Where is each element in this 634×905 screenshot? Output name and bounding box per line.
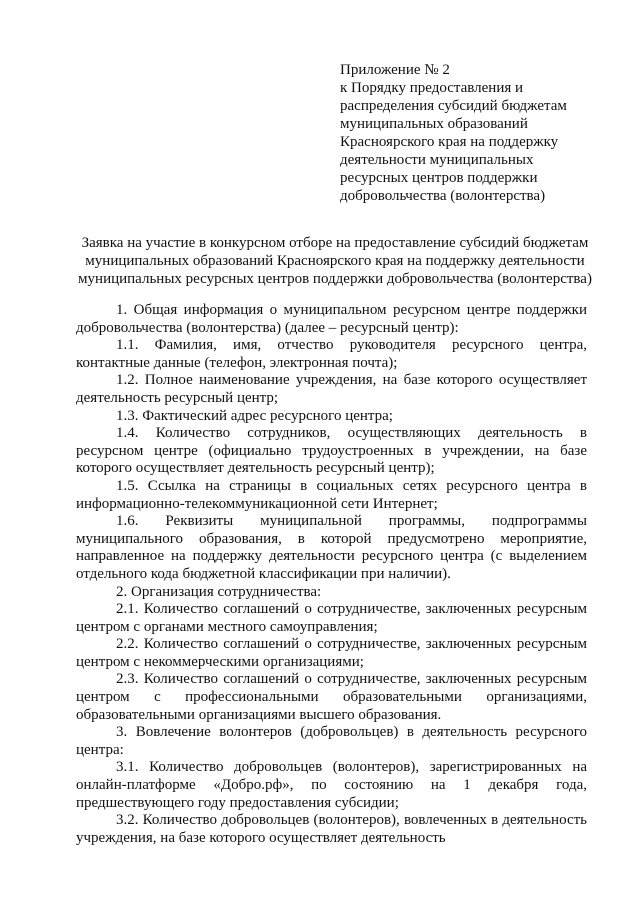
appendix-line: Красноярского края на поддержку xyxy=(340,134,559,150)
title-line: муниципальных образований Красноярского края на поддержку деятельности xyxy=(85,253,585,269)
title-line: Заявка на участие в конкурсном отборе на предоставление субсидий бюджетам xyxy=(81,235,589,251)
appendix-line: деятельности муниципальных xyxy=(340,152,534,168)
paragraph-3-2: 3.2. Количество добровольцев (волонтеров), вовлеченных в деятельность учреждения, на базе которого осуществляет деятельность xyxy=(76,812,587,846)
paragraph-1-3: 1.3. Фактический адрес ресурсного центра; xyxy=(116,407,393,424)
paragraph-2-3: 2.3. Количество соглашений о сотрудничестве, заключенных ресурсным центром с профессиональными образовательными организациями, образовательными организациями высшего образования. xyxy=(76,671,587,723)
document-body xyxy=(76,302,587,847)
paragraph-1-1: 1.1. Фамилия, имя, отчество руководителя ресурсного центра, контактные данные (телефон, электронная почта); xyxy=(76,337,587,371)
paragraph-1-6: 1.6. Реквизиты муниципальной программы, подпрограммы муниципального образования, в которой предусмотрено мероприятие, направленное на поддержку деятельности ресурсного центра (с выделением отдельного кода бюджетной классификации при наличии). xyxy=(76,513,587,582)
appendix-line: распределения субсидий бюджетам xyxy=(340,98,567,114)
paragraph-1-2: 1.2. Полное наименование учреждения, на базе которого осуществляет деятельность ресурсный центр; xyxy=(76,372,587,406)
paragraph-2: 2. Организация сотрудничества: xyxy=(116,583,322,600)
appendix-header xyxy=(340,61,610,205)
appendix-line: к Порядку предоставления и xyxy=(340,80,524,96)
paragraph-3: 3. Вовлечение волонтеров (добровольцев) в деятельность ресурсного центра: xyxy=(76,724,587,758)
appendix-line: добровольчества (волонтерства) xyxy=(340,188,546,204)
appendix-line: муниципальных образований xyxy=(340,116,528,132)
paragraph-1-5: 1.5. Ссылка на страницы в социальных сетях ресурсного центра в информационно-телекоммуникационной сети Интернет; xyxy=(76,477,587,512)
title-line: муниципальных ресурсных центров поддержки добровольчества (волонтерства) xyxy=(78,271,592,287)
paragraph-2-1: 2.1. Количество соглашений о сотрудничестве, заключенных ресурсным центром с органами местного самоуправления; xyxy=(76,601,587,635)
paragraph-1: 1. Общая информация о муниципальном ресурсном центре поддержки добровольчества (волонтерства) (далее – ресурсный центр): xyxy=(76,302,587,336)
paragraph-1-4: 1.4. Количество сотрудников, осуществляющих деятельность в ресурсном центре (официально трудоустроенных в учреждении, на базе которого осуществляет деятельность ресурсный центр); xyxy=(76,425,587,477)
appendix-line: ресурсных центров поддержки xyxy=(340,170,538,186)
appendix-line: Приложение № 2 xyxy=(340,62,450,78)
paragraph-2-2: 2.2. Количество соглашений о сотрудничестве, заключенных ресурсным центром с некоммерческими организациями; xyxy=(76,636,587,670)
document-title xyxy=(70,234,600,288)
paragraph-3-1: 3.1. Количество добровольцев (волонтеров), зарегистрированных на онлайн-платформе «Добро.рф», по состоянию на 1 декабря года, предшествующего году предоставления субсидии; xyxy=(76,759,587,811)
